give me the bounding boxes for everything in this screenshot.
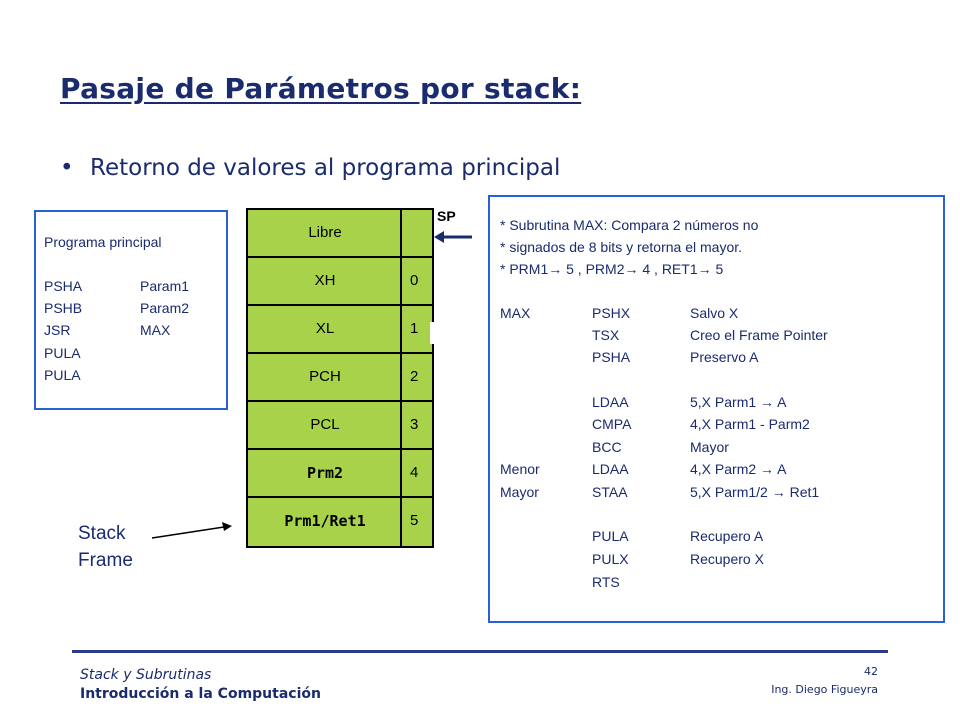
- program-line: [44, 322, 224, 342]
- subroutine-code-box: [488, 195, 945, 623]
- slide-title: Pasaje de Parámetros por stack:: [60, 72, 582, 105]
- code-op: BCC: [592, 439, 622, 455]
- footer-divider: [72, 650, 888, 653]
- main-program-box: [34, 210, 228, 410]
- code-arg: Recupero A: [690, 528, 764, 544]
- footer-topic: Stack y Subrutinas: [80, 667, 212, 683]
- stack-row-index: 3: [410, 416, 419, 433]
- main-program-title: Programa principal: [44, 234, 162, 250]
- stack-frame-label: [78, 520, 133, 574]
- code-arg: Creo el Frame Pointer: [690, 327, 828, 343]
- code-comment: * Subrutina MAX: Compara 2 números no: [500, 217, 759, 233]
- code-arg: 5,X Parm1 → A: [690, 394, 787, 410]
- stack-row-index: 0: [410, 272, 419, 289]
- footer-course: Introducción a la Computación: [80, 686, 321, 702]
- code-op: LDAA: [592, 394, 629, 410]
- stack-frame-line1: Stack: [78, 523, 126, 544]
- code-arg: 4,X Parm1 - Parm2: [690, 416, 810, 432]
- code-op: CMPA: [592, 416, 632, 432]
- code-op: STAA: [592, 484, 628, 500]
- stack-row-label: Prm2: [306, 464, 344, 482]
- code-comment: * signados de 8 bits y retorna el mayor.: [500, 239, 743, 255]
- program-line: [44, 367, 224, 387]
- stack-row-label: Libre: [308, 224, 342, 241]
- stack-row-label: PCL: [310, 416, 340, 433]
- bullet-text: Retorno de valores al programa principal: [90, 155, 561, 181]
- code-op: PULA: [592, 528, 629, 544]
- program-line: [44, 278, 224, 298]
- stack-frame-arrow-icon: [148, 520, 234, 542]
- stack-row: [248, 258, 432, 306]
- stack-row-label: PCH: [309, 368, 341, 385]
- code-op: TSX: [592, 327, 620, 343]
- code-arg: Salvo X: [690, 305, 739, 321]
- program-arg: Param2: [140, 300, 190, 316]
- code-op: LDAA: [592, 461, 629, 477]
- stack-row-index: 1: [410, 320, 419, 337]
- code-arg: Mayor: [690, 439, 729, 455]
- stack-row-label: XH: [314, 272, 336, 289]
- page-number: 42: [864, 665, 878, 678]
- stack-frame-line2: Frame: [78, 550, 133, 571]
- footer-author: Ing. Diego Figueyra: [771, 683, 878, 696]
- stack-row: [248, 498, 432, 546]
- program-arg: Param1: [140, 278, 190, 294]
- stack-table: [246, 208, 434, 548]
- sp-arrow-icon: [434, 230, 474, 244]
- stack-marker: [430, 322, 436, 344]
- program-line: [44, 345, 224, 365]
- code-label: Menor: [500, 461, 540, 477]
- code-label: Mayor: [500, 484, 539, 500]
- code-arg: Preservo A: [690, 349, 759, 365]
- program-arg: MAX: [140, 322, 171, 338]
- code-op: PSHX: [592, 305, 631, 321]
- bullet-item: [60, 155, 560, 181]
- program-op: PSHB: [44, 300, 83, 316]
- code-arg: Recupero X: [690, 551, 764, 567]
- program-op: PULA: [44, 345, 81, 361]
- stack-row-index: 5: [410, 512, 419, 529]
- program-op: PULA: [44, 367, 81, 383]
- code-label: MAX: [500, 305, 531, 321]
- sp-label: SP: [437, 208, 456, 224]
- stack-row-index: 4: [410, 464, 419, 481]
- program-line: [44, 300, 224, 320]
- bullet-dot-icon: •: [60, 155, 74, 181]
- stack-row: [248, 402, 432, 450]
- code-op: PULX: [592, 551, 629, 567]
- stack-row-index: 2: [410, 368, 419, 385]
- stack-row: [248, 450, 432, 498]
- program-op: JSR: [44, 322, 71, 338]
- stack-row: [248, 210, 432, 258]
- stack-row-label: XL: [315, 320, 335, 337]
- stack-row: [248, 306, 432, 354]
- code-arg: 5,X Parm1/2 → Ret1: [690, 484, 820, 500]
- code-op: PSHA: [592, 349, 631, 365]
- program-op: PSHA: [44, 278, 83, 294]
- stack-row-label: Prm1/Ret1: [284, 512, 366, 530]
- code-arg: 4,X Parm2 → A: [690, 461, 787, 477]
- code-comment: * PRM1→ 5 , PRM2→ 4 , RET1→ 5: [500, 261, 724, 277]
- stack-row: [248, 354, 432, 402]
- code-op: RTS: [592, 574, 620, 590]
